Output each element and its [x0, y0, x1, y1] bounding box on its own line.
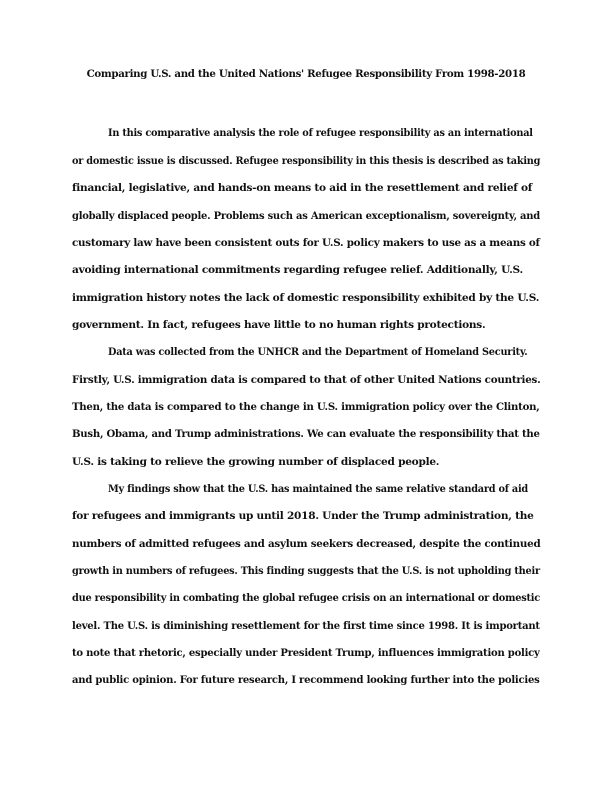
- paragraph-3-line-3: numbers of admitted refugees and asylum seekers decreased, despite the continued: [72, 538, 541, 550]
- paragraph-2-line-1: Data was collected from the UNHCR and the Department of Homeland Security.: [108, 346, 528, 358]
- paragraph-2-line-5: U.S. is taking to relieve the growing number of displaced people.: [72, 456, 440, 468]
- paragraph-3-line-4: growth in numbers of refugees. This finding suggests that the U.S. is not upholding their: [72, 565, 540, 577]
- paragraph-3-line-2: for refugees and immigrants up until 2018. Under the Trump administration, the: [72, 510, 534, 522]
- paragraph-1-line-6: avoiding international commitments regarding refugee relief. Additionally, U.S.: [72, 264, 523, 276]
- paragraph-1-line-7: immigration history notes the lack of domestic responsibility exhibited by the U.S.: [72, 292, 540, 304]
- paragraph-2-line-2: Firstly, U.S. immigration data is compared to that of other United Nations countries.: [72, 374, 541, 386]
- paragraph-2-line-4: Bush, Obama, and Trump administrations. We can evaluate the responsibility that the: [72, 428, 540, 440]
- paragraph-1-line-8: government. In fact, refugees have little to no human rights protections.: [72, 319, 486, 331]
- paragraph-3-line-8: and public opinion. For future research, I recommend looking further into the policies: [72, 674, 540, 686]
- paragraph-3-line-6: level. The U.S. is diminishing resettlement for the first time since 1998. It is important: [72, 620, 540, 632]
- document-title: Comparing U.S. and the United Nations' Refugee Responsibility From 1998-2018: [86, 68, 526, 80]
- paragraph-3-line-1: My findings show that the U.S. has maintained the same relative standard of aid: [108, 483, 529, 495]
- paragraph-1-line-3: financial, legislative, and hands-on means to aid in the resettlement and relief of: [72, 182, 533, 194]
- paragraph-1-line-1: In this comparative analysis the role of refugee responsibility as an international: [108, 127, 533, 139]
- paragraph-3-line-5: due responsibility in combating the global refugee crisis on an international or domestic: [72, 592, 540, 604]
- paragraph-3-line-7: to note that rhetoric, especially under President Trump, influences immigration policy: [72, 647, 540, 659]
- paragraph-1-line-2: or domestic issue is discussed. Refugee responsibility in this thesis is described as taking: [72, 155, 541, 167]
- paragraph-1-line-4: globally displaced people. Problems such as American exceptionalism, sovereignty, and: [72, 210, 541, 222]
- paragraph-1-line-5: customary law have been consistent outs for U.S. policy makers to use as a means of: [72, 237, 540, 249]
- paragraph-2-line-3: Then, the data is compared to the change in U.S. immigration policy over the Clinton,: [72, 401, 540, 413]
